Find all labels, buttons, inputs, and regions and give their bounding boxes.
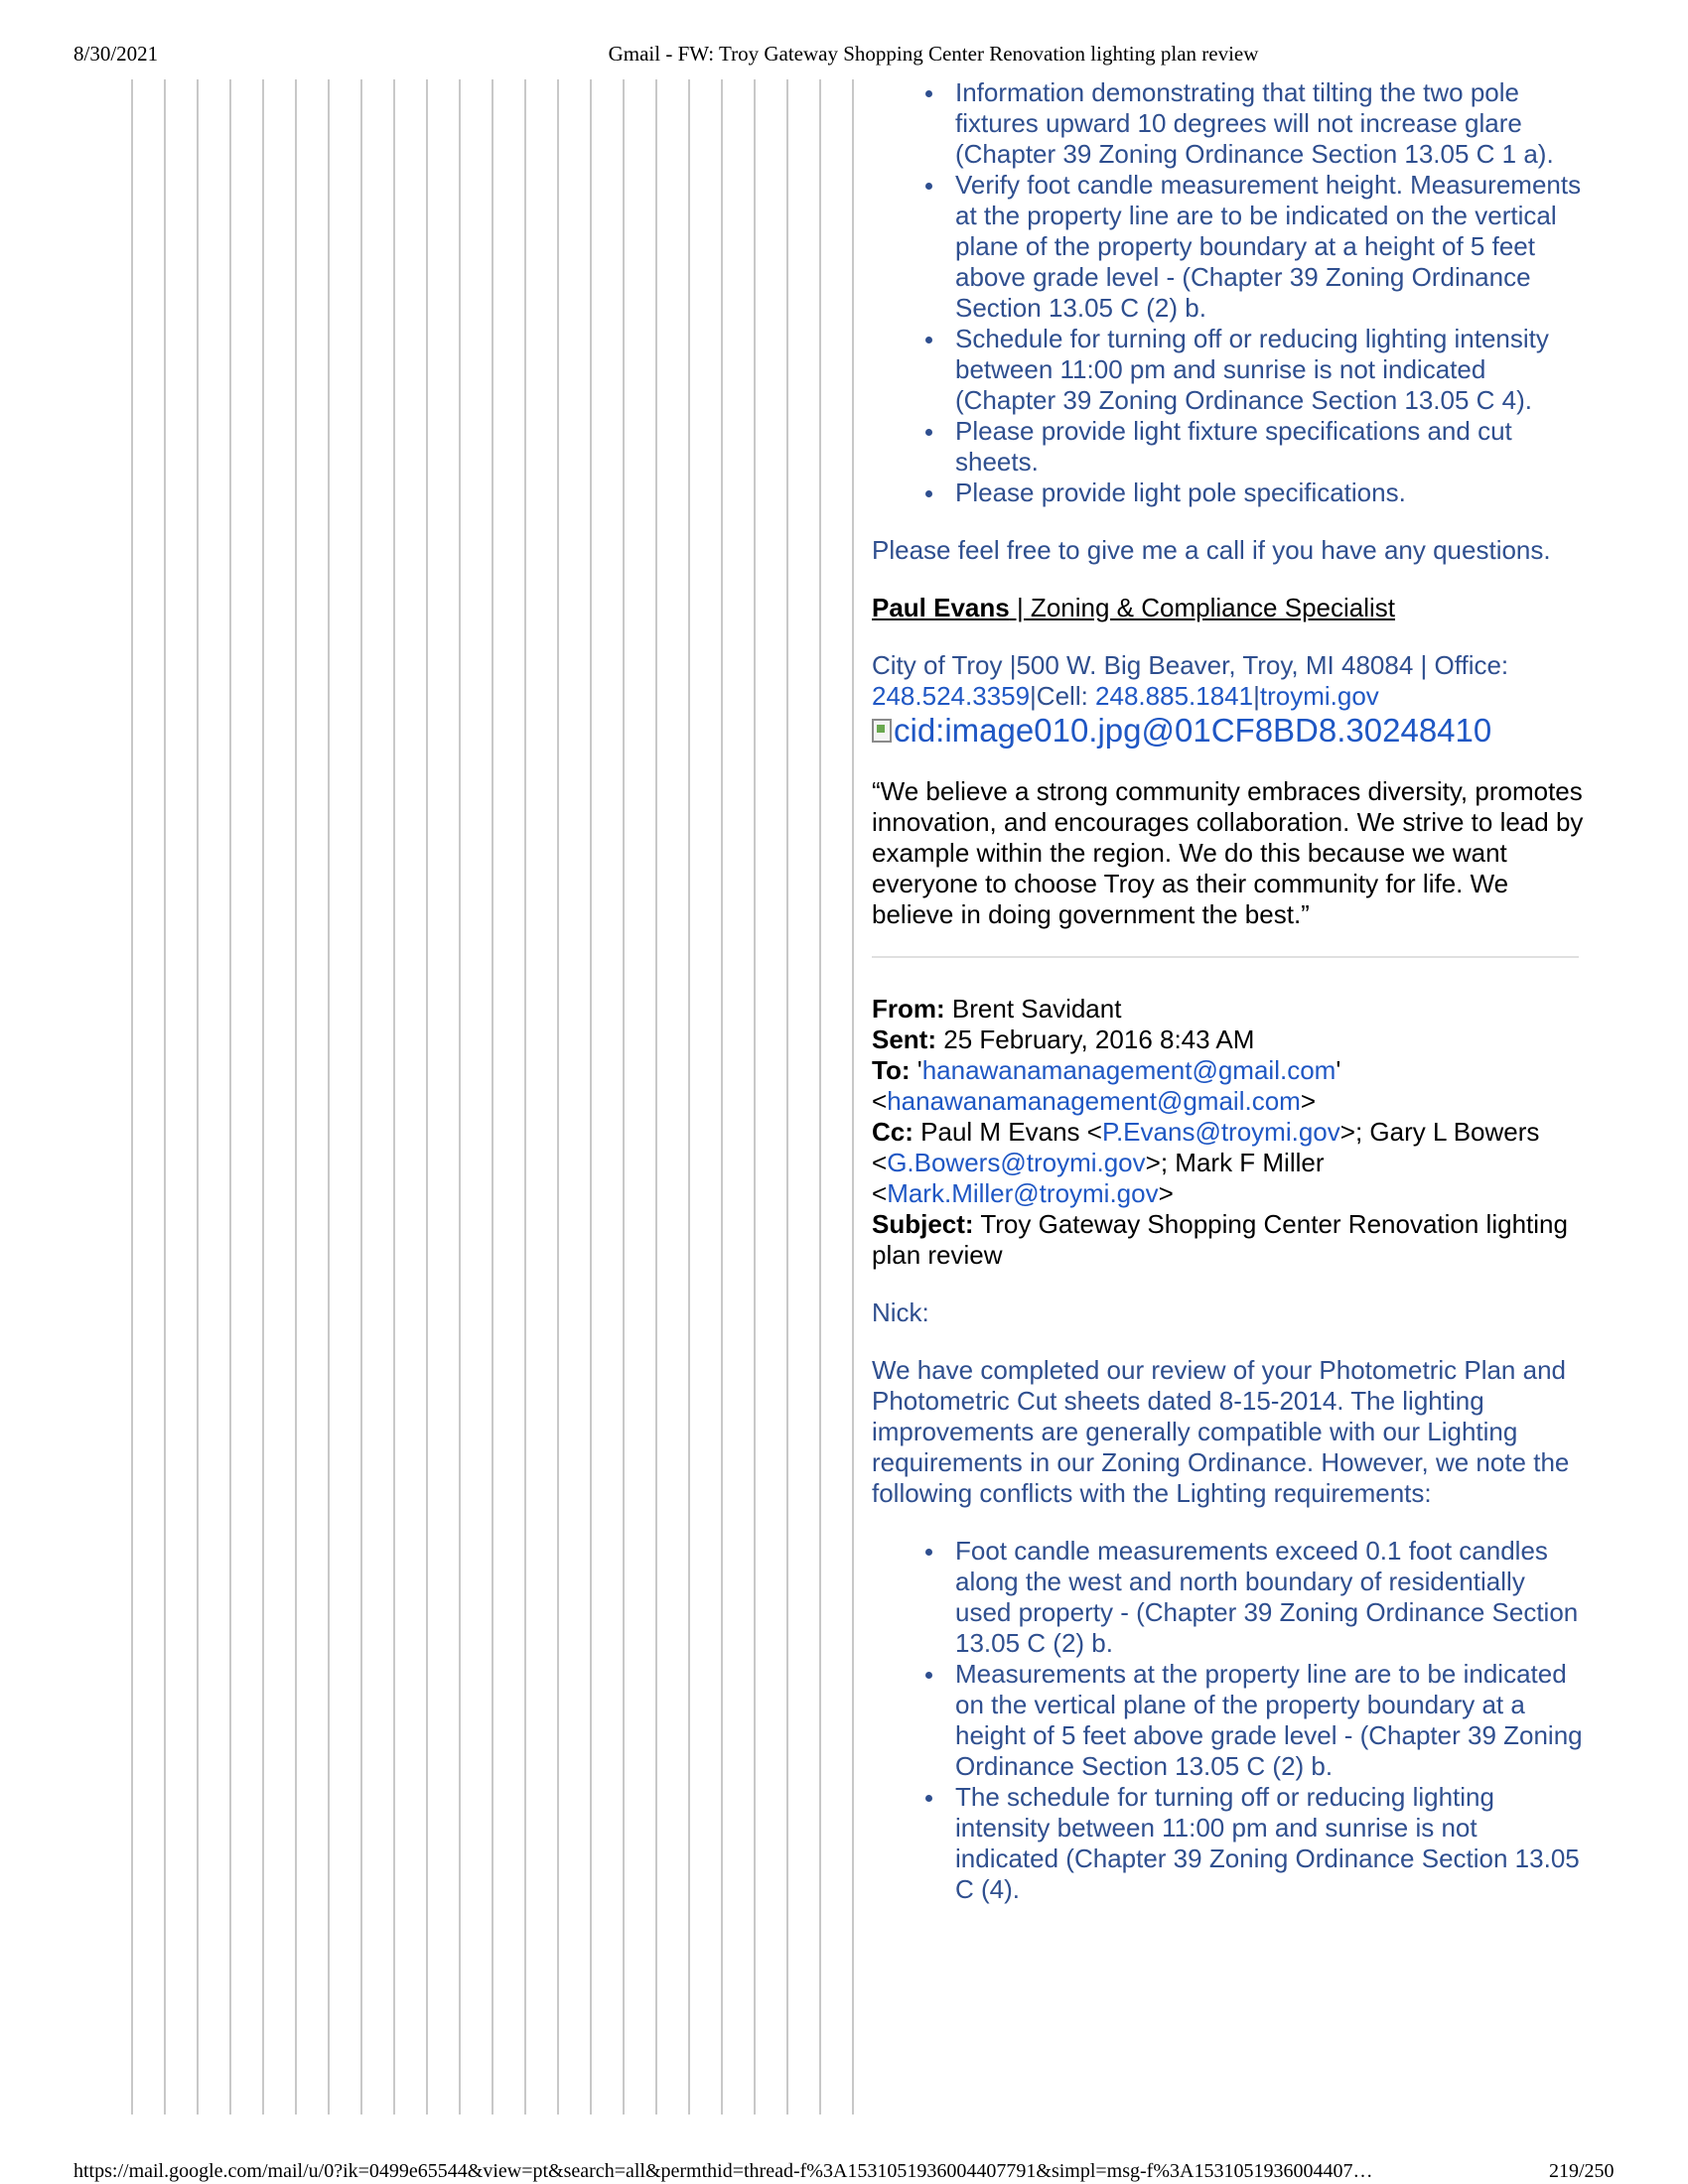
list-item: Foot candle measurements exceed 0.1 foot candles along the west and north boundary of residentially used property - (Chapter 39 Zoning Ordinance Section 13.05 C (2) b. <box>955 1536 1587 1659</box>
website-link[interactable]: troymi.gov <box>1259 681 1379 711</box>
sent-label: Sent: <box>872 1024 936 1054</box>
list-item: Information demonstrating that tilting the two pole fixtures upward 10 degrees will not increase glare (Chapter 39 Zoning Ordinance Section 13.05 C 1 a). <box>955 77 1587 170</box>
subject-label: Subject: <box>872 1209 974 1239</box>
sent-line <box>872 1024 1587 1055</box>
cc-email-link[interactable]: Mark.Miller@troymi.gov <box>887 1178 1159 1208</box>
print-date: 8/30/2021 <box>73 42 159 66</box>
broken-image-icon <box>872 719 892 743</box>
quote-depth-lines <box>0 79 864 2115</box>
list-item: Please provide light fixture specifications and cut sheets. <box>955 416 1587 478</box>
signature-contact <box>872 650 1587 712</box>
sent-value: 25 February, 2016 8:43 AM <box>943 1024 1255 1054</box>
signature-name-line <box>872 593 1587 623</box>
list-item: Schedule for turning off or reducing lighting intensity between 11:00 pm and sunrise is not indicated (Chapter 39 Zoning Ordinance Section 13.05 C 4). <box>955 324 1587 416</box>
to-label: To: <box>872 1055 911 1085</box>
to-email-link-2[interactable]: hanawanamanagement@gmail.com <box>887 1086 1301 1116</box>
contact-separator: | <box>1253 681 1260 711</box>
from-value: Brent Savidant <box>951 994 1122 1024</box>
list-item: The schedule for turning off or reducing lighting intensity between 11:00 pm and sunrise is not indicated (Chapter 39 Zoning Ordinance Section 13.05 C (4). <box>955 1782 1587 1905</box>
conflicts-list <box>872 1536 1587 1905</box>
cc-label: Cc: <box>872 1117 914 1147</box>
signature-quote: “We believe a strong community embraces diversity, promotes innovation, and encourages collaboration. We strive to lead by example within the region. We do this because we want everyone to choose Troy as their community for life. We believe in doing government the best.” <box>872 776 1584 929</box>
cc-line: Cc: Paul M Evans <P.Evans@troymi.gov>; Gary L Bowers <G.Bowers@troymi.gov>; Mark F Miller <Mark.Miller@troymi.gov> <box>872 1117 1540 1208</box>
forwarded-header <box>872 994 1587 1271</box>
page-number: 219/250 <box>1549 2160 1615 2182</box>
cc-email-link[interactable]: G.Bowers@troymi.gov <box>887 1148 1146 1177</box>
greeting: Nick: <box>872 1297 929 1327</box>
cc-name: Paul M Evans <box>920 1117 1080 1147</box>
cc-name: Gary L Bowers <box>1369 1117 1540 1147</box>
cell-label: |Cell: <box>1030 681 1096 711</box>
print-title: Gmail - FW: Troy Gateway Shopping Center Renovation lighting plan review <box>608 42 1259 66</box>
image-alt-text: cid:image010.jpg@01CF8BD8.30248410 <box>894 712 1492 749</box>
intro-paragraph: We have completed our review of your Photometric Plan and Photometric Cut sheets dated 8-15-2014. The lighting improvements are generally compatible with our Lighting requirements in our Zoning Ordinance. However, we note the following conflicts with the Lighting requirements: <box>872 1355 1570 1508</box>
list-item: Verify foot candle measurement height. Measurements at the property line are to be indicated on the vertical plane of the property boundary at a height of 5 feet above grade level - (Chapter 39 Zoning Ordinance Section 13.05 C (2) b. <box>955 170 1587 324</box>
from-label: From: <box>872 994 945 1024</box>
print-url: https://mail.google.com/mail/u/0?ik=0499e65544&view=pt&search=all&permthid=thread-f%3A1531051936004407791&simpl=msg-f%3A1531051936004407… <box>73 2160 1373 2182</box>
cc-email-link[interactable]: P.Evans@troymi.gov <box>1101 1117 1340 1147</box>
list-item: Please provide light pole specifications. <box>955 478 1587 508</box>
to-email-link[interactable]: hanawanamanagement@gmail.com <box>921 1055 1336 1085</box>
signature-address: City of Troy |500 W. Big Beaver, Troy, MI 48084 | Office: <box>872 650 1509 680</box>
cc-name: Mark F Miller <box>1175 1148 1325 1177</box>
review-items-list <box>872 77 1587 508</box>
to-line: To: 'hanawanamanagement@gmail.com' <hanawanamanagement@gmail.com> <box>872 1055 1341 1116</box>
subject-value: Troy Gateway Shopping Center Renovation lighting plan review <box>872 1209 1568 1270</box>
office-phone-link[interactable]: 248.524.3359 <box>872 681 1031 711</box>
subject-line <box>872 1209 1587 1271</box>
email-body <box>872 77 1587 1905</box>
signature-name: Paul Evans <box>872 593 1010 622</box>
list-item: Measurements at the property line are to be indicated on the vertical plane of the property boundary at a height of 5 feet above grade level - (Chapter 39 Zoning Ordinance Section 13.05 C (2) b. <box>955 1659 1587 1782</box>
closing-text: Please feel free to give me a call if you have any questions. <box>872 535 1551 565</box>
cell-phone-link[interactable]: 248.885.1841 <box>1095 681 1254 711</box>
from-line <box>872 994 1587 1024</box>
signature-title: | Zoning & Compliance Specialist <box>1009 593 1396 622</box>
signature-image-placeholder <box>872 712 1587 750</box>
